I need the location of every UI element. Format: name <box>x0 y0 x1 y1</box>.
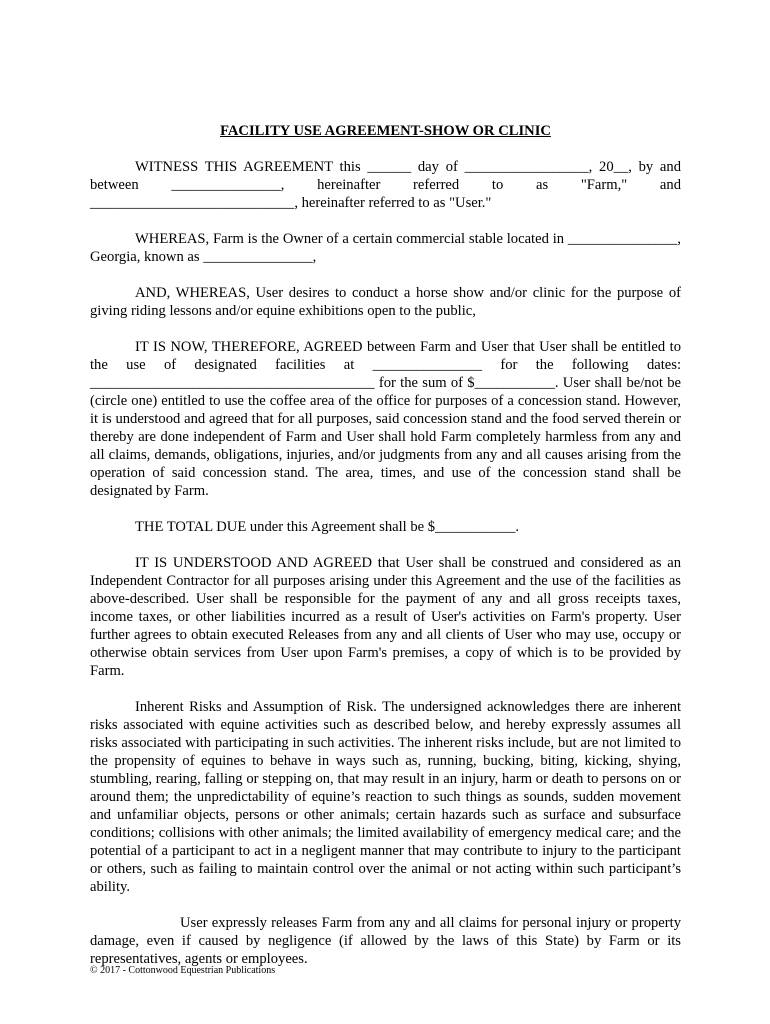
release-paragraph: User expressly releases Farm from any and all claims for personal injury or property damage, even if caused by negligence (if allowed by the laws of this State) by Farm or its representatives, agents or employees. <box>90 915 681 967</box>
witness-paragraph: WITNESS THIS AGREEMENT this ______ day of _________________, 20__, by and between _______________, hereinafter referred to as "Farm," and ____________________________, hereinafter referred to as "User." <box>90 159 681 211</box>
document-page <box>90 122 681 968</box>
independent-contractor-paragraph: IT IS UNDERSTOOD AND AGREED that User shall be construed and considered as an Independent Contractor for all purposes arising under this Agreement and the use of the facilities as above-described. User shall be responsible for the payment of any and all gross receipts taxes, income taxes, or other liabilities incurred as a result of User's activities on Farm's property. User further agrees to obtain executed Releases from any and all clients of User who may use, occupy or otherwise obtain services from User upon Farm's premises, a copy of which is to be provided by Farm. <box>90 555 681 679</box>
whereas-user-paragraph: AND, WHEREAS, User desires to conduct a horse show and/or clinic for the purpose of giving riding lessons and/or equine exhibitions open to the public, <box>90 285 681 319</box>
inherent-risks-paragraph: Inherent Risks and Assumption of Risk. The undersigned acknowledges there are inherent risks associated with equine activities such as described below, and hereby expressly assumes all risks associated with participating in such activities. The inherent risks include, but are not limited to the propensity of equines to behave in ways such as, running, bucking, biting, kicking, shying, stumbling, rearing, falling or stepping on, that may result in an injury, harm or death to persons on or around them; the unpredictability of equine’s reaction to such things as sounds, sudden movement and unfamiliar objects, persons or other animals; certain hazards such as surface and subsurface conditions; collisions with other animals; the limited availability of emergency medical care; and the potential of a participant to act in a negligent manner that may contribute to injury to the participant or others, such as failing to maintain control over the animal or not acting within such participant’s ability. <box>90 699 681 895</box>
total-due-paragraph: THE TOTAL DUE under this Agreement shall be $___________. <box>135 519 520 535</box>
copyright-footer: © 2017 - Cottonwood Equestrian Publications <box>90 965 276 976</box>
whereas-owner-paragraph: WHEREAS, Farm is the Owner of a certain commercial stable located in _______________, Georgia, known as _______________, <box>90 231 681 265</box>
agreed-use-paragraph: IT IS NOW, THEREFORE, AGREED between Farm and User that User shall be entitled to the use of designated facilities at _______________ for the following dates: _______________________________________ for the sum of $___________. User shall be/not be (circle one) entitled to use the coffee area of the office for purposes of a concession stand. However, it is understood and agreed that for all purposes, said concession stand and the food served therein or thereby are done independent of Farm and User shall hold Farm completely harmless from any and all claims, demands, obligations, injuries, and/or judgments from any and all causes arising from the operation of said concession stand. The area, times, and use of the concession stand shall be designated by Farm. <box>90 339 681 499</box>
document-title: FACILITY USE AGREEMENT-SHOW OR CLINIC <box>220 123 551 139</box>
